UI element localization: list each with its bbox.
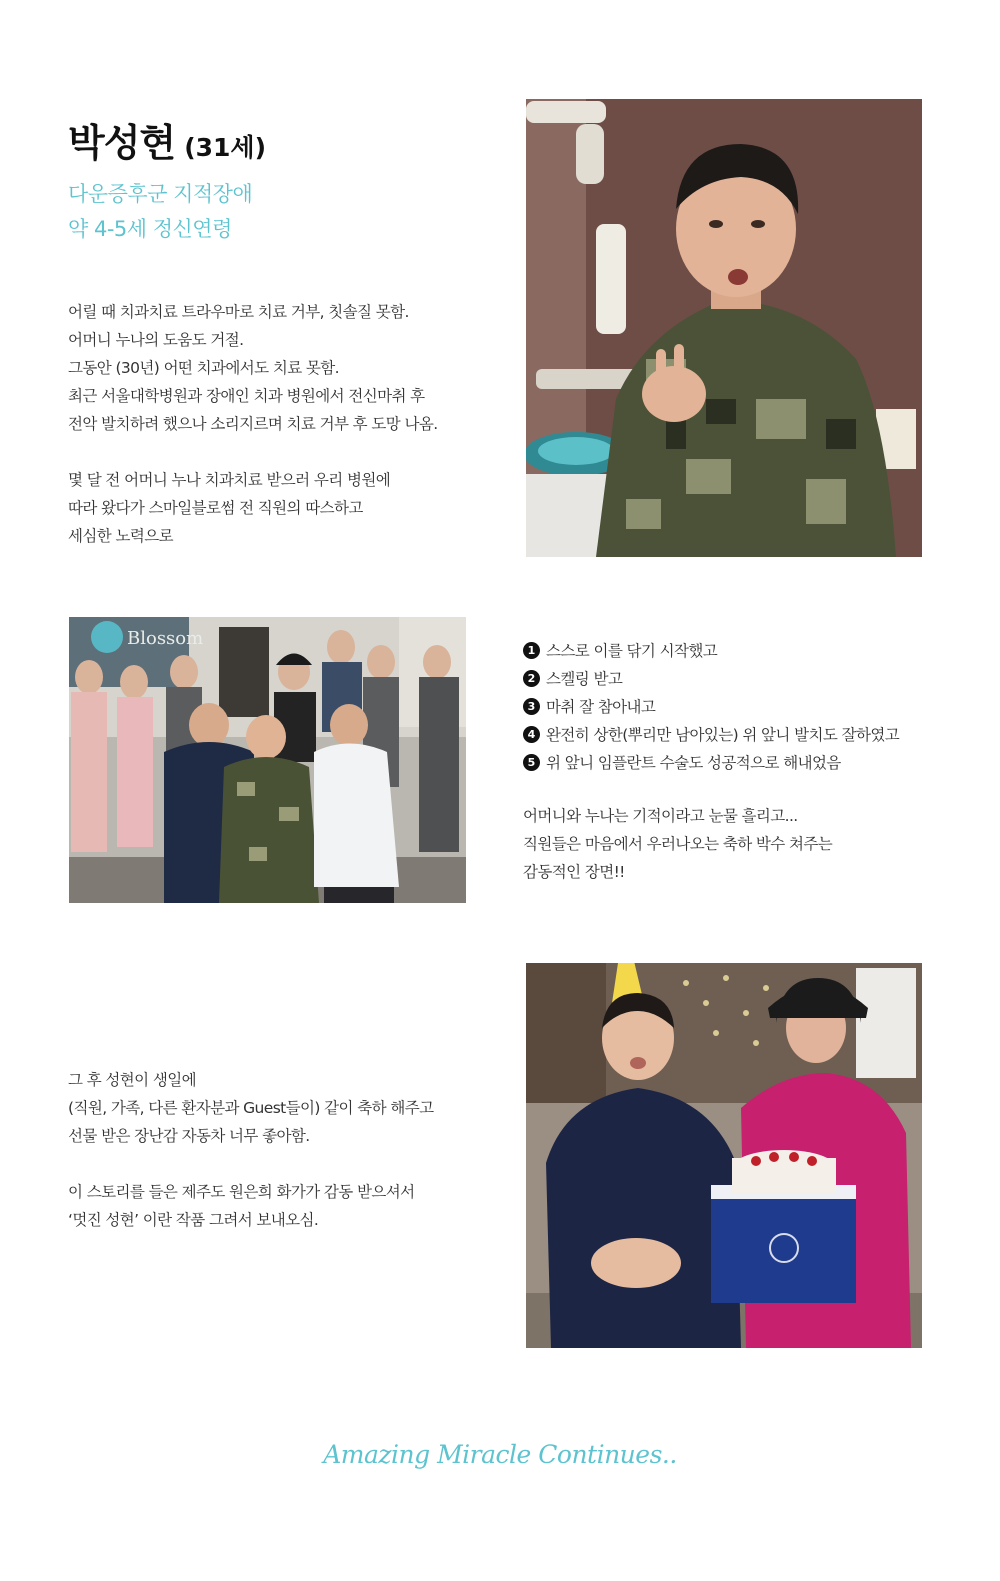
step-item (523, 664, 899, 692)
story-line: 최근 서울대학병원과 장애인 치과 병원에서 전신마취 후 (68, 387, 425, 405)
story-line: 선물 받은 장난감 자동차 너무 좋아함. (68, 1127, 310, 1145)
step-number-badge: 4 (523, 726, 540, 743)
story-line: 따라 왔다가 스마일블로썸 전 직원의 따스하고 (68, 499, 363, 517)
step-text: 스스로 이를 닦기 시작했고 (546, 642, 718, 660)
story-line: 세심한 노력으로 (68, 527, 173, 545)
step-item (523, 692, 899, 720)
story-visit (68, 466, 390, 550)
story-reaction (523, 802, 832, 886)
footer-tagline: Amazing Miracle Continues.. (323, 1440, 677, 1469)
patient-portrait-photo (526, 99, 922, 557)
step-item (523, 720, 899, 748)
progress-steps-list (523, 636, 899, 776)
story-line: 그동안 (30년) 어떤 치과에서도 치료 못함. (68, 359, 339, 377)
story-birthday (68, 1066, 433, 1150)
step-number-badge: 2 (523, 670, 540, 687)
step-number-badge: 5 (523, 754, 540, 771)
patient-age: (31세) (184, 133, 267, 162)
story-line: 몇 달 전 어머니 누나 치과치료 받으러 우리 병원에 (68, 471, 391, 489)
story-artwork (68, 1178, 415, 1234)
step-text: 완전히 상한(뿌리만 남아있는) 위 앞니 발치도 잘하였고 (546, 726, 900, 744)
story-line: 직원들은 마음에서 우러나오는 축하 박수 쳐주는 (523, 835, 833, 853)
story-line: 어머니 누나의 도움도 거절. (68, 331, 244, 349)
mental-age-line: 약 4-5세 정신연령 (68, 217, 232, 241)
story-background (68, 298, 438, 438)
step-number-badge: 3 (523, 698, 540, 715)
story-line: ‘멋진 성현’ 이란 작품 그려서 보내오심. (68, 1211, 319, 1229)
step-text: 스켈링 받고 (546, 670, 623, 688)
staff-group-photo (69, 617, 466, 903)
story-line: 전악 발치하려 했으나 소리지르며 치료 거부 후 도망 나옴. (68, 415, 438, 433)
story-line: 이 스토리를 들은 제주도 원은희 화가가 감동 받으셔서 (68, 1183, 415, 1201)
step-item (523, 636, 899, 664)
profile-heading (68, 112, 266, 167)
story-line: 감동적인 장면!! (523, 863, 625, 881)
story-line: 그 후 성현이 생일에 (68, 1071, 196, 1089)
story-line: (직원, 가족, 다른 환자분과 Guest들이) 같이 축하 해주고 (68, 1099, 434, 1117)
diagnosis-line: 다운증후군 지적장애 (68, 182, 253, 206)
step-text: 마취 잘 참아내고 (546, 698, 656, 716)
story-line: 어릴 때 치과치료 트라우마로 치료 거부, 칫솔질 못함. (68, 303, 409, 321)
step-item (523, 748, 899, 776)
step-text: 위 앞니 임플란트 수술도 성공적으로 해내었음 (546, 754, 841, 772)
clinic-sign-text: Blossom (127, 628, 204, 649)
patient-name: 박성현 (68, 121, 176, 165)
story-line: 어머니와 누나는 기적이라고 눈물 흘리고... (523, 807, 798, 825)
step-number-badge: 1 (523, 642, 540, 659)
birthday-photo (526, 963, 922, 1348)
